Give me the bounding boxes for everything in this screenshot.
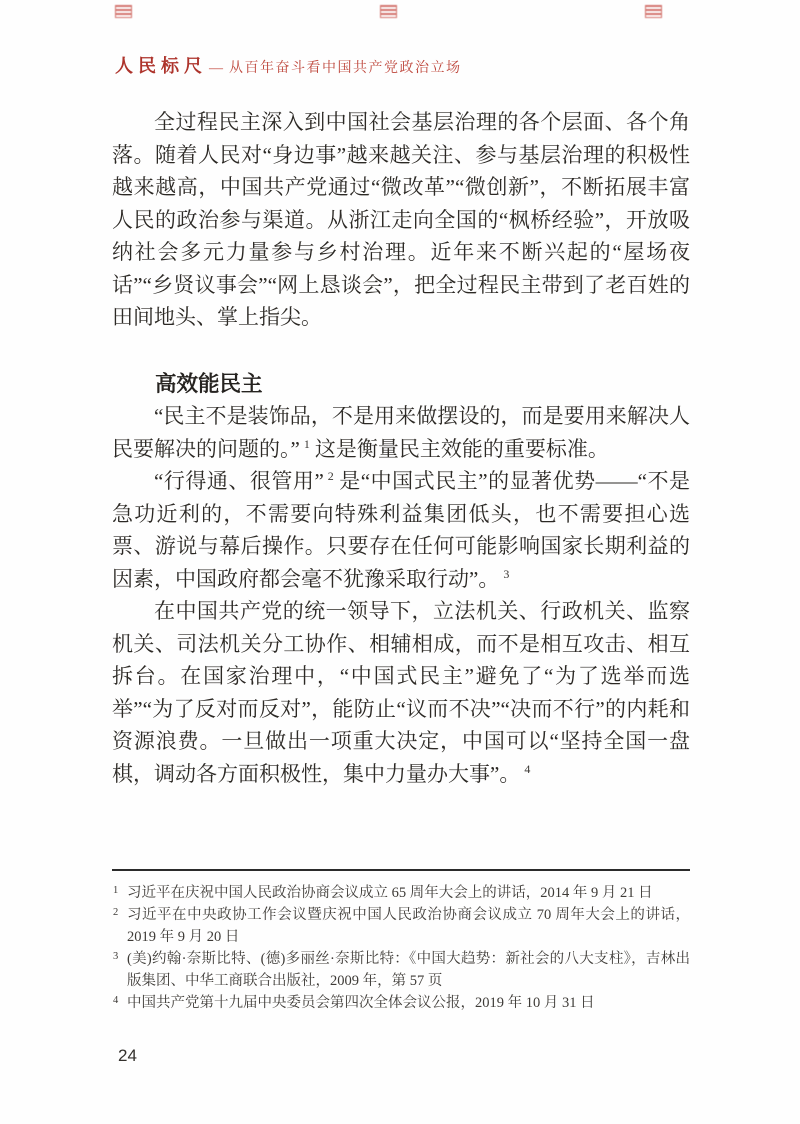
footnote-block — [112, 869, 690, 1014]
footnote-ref: 3 — [503, 566, 510, 581]
body-paragraph: “行得通、很管用” $^2$ 是“中国式民主”的显著优势——“不是急功近利的，不需要向特殊利益集团低头，也不需要担心选票、游说与幕后操作。只要存在任何可能影响国家长期利益的因素，中国政府都会毫不犹豫采取行动”。 $^3$ — [112, 469, 690, 591]
red-ink-mark-icon — [380, 5, 397, 18]
footnote — [112, 904, 690, 948]
footnote — [112, 992, 690, 1014]
red-ink-mark-icon — [645, 5, 662, 18]
footnote-number: 3 — [113, 951, 119, 962]
book-subtitle: 从百年奋斗看中国共产党政治立场 — [229, 61, 462, 76]
page-number: 24 — [118, 1046, 137, 1065]
footnote-ref: 2 — [327, 469, 334, 483]
footnote — [112, 948, 690, 992]
body-paragraph: 全过程民主深入到中国社会基层治理的各个层面、各个角落。随着人民对“身边事”越来越关注、参与基层治理的积极性越来越高，中国共产党通过“微改革”“微创新”，不断拓展丰富人民的政治参与渠道。从浙江走向全国的“枫桥经验”，开放吸纳社会多元力量参与乡村治理。近年来不断兴起的“屋场夜话”“乡贤议事会”“网上恳谈会”，把全过程民主带到了老百姓的田间地头、掌上指尖。 — [112, 110, 690, 329]
body-paragraph: “民主不是装饰品，不是用来做摆设的，而是要用来解决人民要解决的问题的。” $^1$ 这是衡量民主效能的重要标准。 — [112, 404, 690, 461]
footnote-ref: 4 — [524, 761, 531, 776]
header-dash: — — [209, 61, 223, 76]
red-ink-mark-icon — [115, 5, 132, 18]
running-header — [115, 52, 462, 78]
footnote-text: (美)约翰·奈斯比特、(德)多丽丝·奈斯比特：《中国大趋势：新社会的八大支柱》，吉林出版集团、中华工商联合出版社，2009 年，第 57 页 — [127, 951, 690, 989]
footnote — [112, 882, 690, 904]
footnote-number: 1 — [113, 885, 119, 896]
book-title: 人民标尺 — [115, 56, 207, 76]
body-content — [112, 106, 690, 790]
body-paragraph: 在中国共产党的统一领导下，立法机关、行政机关、监察机关、司法机关分工协作、相辅相成，而不是相互攻击、相互拆台。在国家治理中，“中国式民主”避免了“为了选举而选举”“为了反对而反对”，能防止“议而不决”“决而不行”的内耗和资源浪费。一旦做出一项重大决定，中国可以“坚持全国一盘棋，调动各方面积极性，集中力量办大事”。 $^4$ — [112, 599, 690, 786]
footnote-text: 习近平在中央政协工作会议暨庆祝中国人民政治协商会议成立 70 周年大会上的讲话，2019 年 9 月 20 日 — [127, 907, 690, 945]
footnote-ref: 1 — [303, 436, 310, 451]
footnote-text: 习近平在庆祝中国人民政治协商会议成立 65 周年大会上的讲话，2014 年 9 月 21 日 — [127, 885, 653, 901]
footnote-number: 2 — [113, 907, 119, 918]
footnote-number: 4 — [113, 995, 119, 1006]
section-heading: 高效能民主 — [155, 371, 263, 396]
footnote-text: 中国共产党第十九届中央委员会第四次全体会议公报，2019 年 10 月 31 日 — [127, 995, 595, 1011]
